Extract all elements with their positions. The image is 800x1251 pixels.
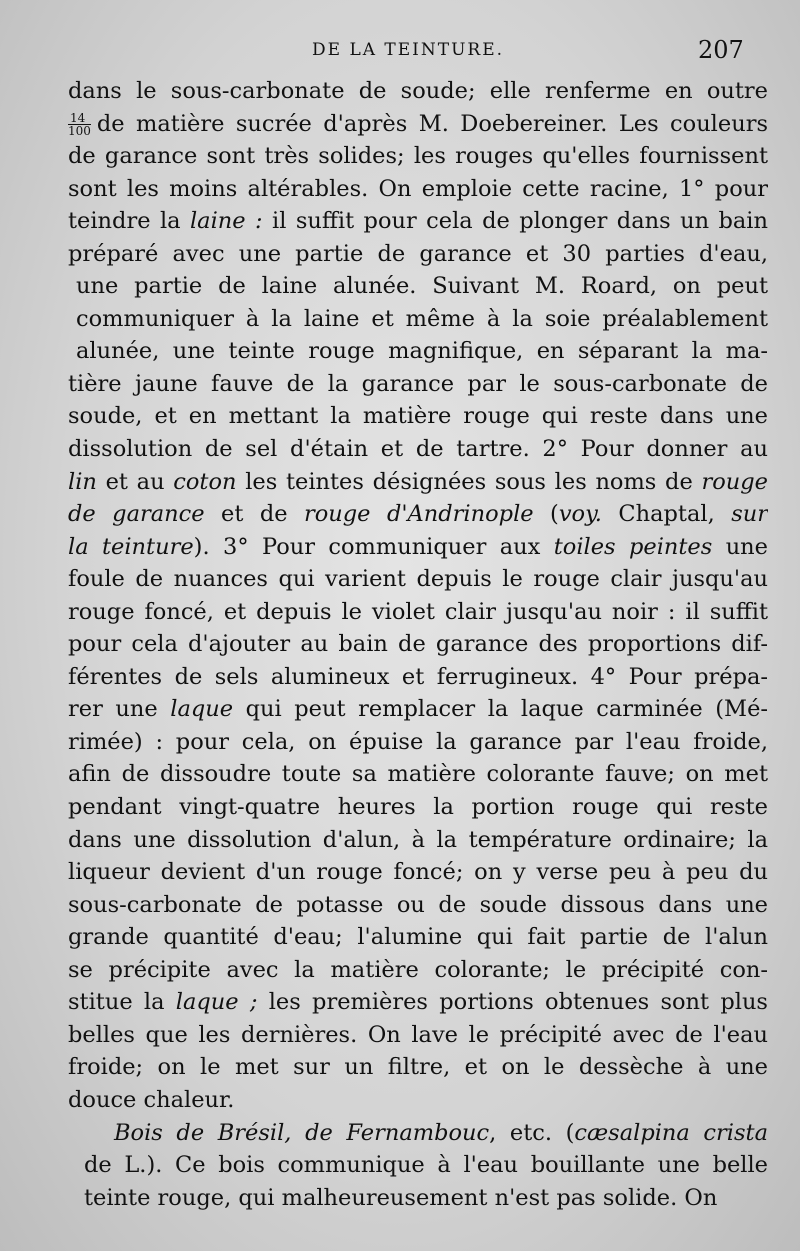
line-text: dans le sous-carbonate de soude; elle renferme en outre: [68, 78, 768, 104]
text-line: [68, 335, 768, 368]
line-text: et de: [204, 501, 304, 528]
fraction: [68, 112, 91, 137]
text-line: [68, 758, 768, 791]
italic-text: Bois de Brésil, de Fernambouc: [114, 1119, 490, 1146]
text-line: [68, 563, 768, 596]
text-line: [68, 791, 768, 824]
page-number: 207: [698, 36, 744, 64]
text-line: [68, 1149, 768, 1182]
italic-text: laque: [170, 696, 234, 723]
italic-text: coton: [173, 468, 237, 495]
text-line: [68, 1019, 768, 1052]
line-text: sont les moins altérables. On emploie cette racine, 1° pour: [68, 175, 768, 202]
line-text: communiquer à la laine et même à la soie préalablement: [76, 305, 768, 332]
line-text: soude, et en mettant la matière rouge qui reste dans une: [68, 403, 768, 430]
line-text: (: [533, 501, 559, 528]
line-text: froide; on le met sur un filtre, et on le dessèche à une: [68, 1054, 768, 1081]
line-text: se précipite avec la matière colorante; le précipité con-: [68, 956, 768, 983]
text-line: [68, 921, 768, 954]
text-line: [68, 824, 768, 857]
running-title: DE LA TEINTURE.: [312, 40, 505, 60]
line-text: tière jaune fauve de la garance par le sous-carbonate de: [68, 370, 768, 397]
line-text: stitue la: [68, 989, 176, 1016]
line-text: liqueur devient d'un rouge foncé; on y verse peu à peu du: [68, 859, 768, 886]
fraction-denominator: 100: [68, 124, 91, 139]
italic-text: laque ;: [175, 989, 258, 1016]
line-text: les premières portions obtenues sont plus: [257, 989, 768, 1016]
line-text: et au: [96, 468, 174, 495]
text-line: [68, 986, 768, 1019]
italic-text: voy.: [558, 501, 602, 528]
text-line: [68, 466, 768, 499]
text-line: [68, 726, 768, 759]
line-text: les teintes désignées sous les noms de: [236, 468, 702, 495]
line-text: teinte rouge, qui malheureusement n'est pas solide. On: [84, 1184, 718, 1211]
line-text: de L.). Ce bois communique à l'eau bouillante une belle: [84, 1152, 768, 1179]
text-line: [68, 889, 768, 922]
text-line: [68, 1051, 768, 1084]
italic-text: rouge: [701, 468, 768, 495]
line-text: belles que les dernières. On lave le précipité avec de l'eau: [68, 1021, 768, 1048]
text-line: [68, 238, 768, 271]
line-text: préparé avec une partie de garance et 30 parties d'eau,: [68, 240, 768, 267]
text-line: [68, 596, 768, 629]
text-line: [68, 693, 768, 726]
italic-text: toiles peintes: [553, 533, 713, 560]
text-line: [68, 368, 768, 401]
text-line: [68, 531, 768, 564]
line-text: sous-carbonate de potasse ou de soude dissous dans une: [68, 891, 768, 918]
line-text: dissolution de sel d'étain et de tartre. 2° Pour donner au: [68, 436, 768, 463]
italic-text: de garance: [68, 501, 205, 528]
italic-text: cæsalpina crista: [574, 1119, 768, 1146]
line-text: alunée, une teinte rouge magnifique, en séparant la ma-: [76, 338, 768, 365]
text-line: [68, 400, 768, 433]
line-text: rer une: [68, 696, 171, 723]
line-text: , etc. (: [489, 1119, 575, 1146]
text-line: [68, 205, 768, 238]
line-text: une: [712, 533, 768, 560]
line-text: de garance sont très solides; les rouges qu'elles fournissent: [68, 143, 768, 170]
italic-text: la teinture: [68, 533, 194, 560]
text-line: [68, 856, 768, 889]
italic-text: lin: [68, 468, 97, 495]
line-text: teindre la: [68, 208, 190, 235]
line-text: ). 3° Pour communiquer aux: [193, 533, 554, 560]
line-text: Chaptal,: [601, 501, 732, 528]
text-line: [68, 1182, 768, 1215]
line-text: afin de dissoudre toute sa matière colorante fauve; on met: [68, 761, 768, 788]
text-line: [68, 954, 768, 987]
text-line: [68, 140, 768, 173]
line-text: rouge foncé, et depuis le violet clair jusqu'au noir : il suffit: [68, 598, 768, 625]
line-text: dans une dissolution d'alun, à la température ordinaire; la: [68, 826, 768, 853]
line-text: de matière sucrée d'après M. Doebereiner. Les couleurs: [96, 110, 768, 137]
line-text: qui peut remplacer la laque carminée (Mé-: [233, 696, 768, 723]
line-text: foule de nuances qui varient depuis le rouge clair jusqu'au: [68, 566, 768, 593]
text-line: [68, 1084, 768, 1117]
text-line: [68, 498, 768, 531]
text-line: [68, 108, 768, 141]
line-text: pendant vingt-quatre heures la portion rouge qui reste: [68, 794, 768, 821]
text-line: [68, 433, 768, 466]
text-line: [68, 173, 768, 206]
running-head: [0, 36, 800, 66]
line-text: douce chaleur.: [68, 1086, 235, 1113]
italic-text: laine :: [189, 208, 263, 235]
italic-text: sur: [731, 501, 768, 528]
text-line: [68, 628, 768, 661]
line-text: pour cela d'ajouter au bain de garance des proportions dif-: [68, 631, 768, 658]
text-line: [68, 661, 768, 694]
line-text: une partie de laine alunée. Suivant M. Roard, on peut: [76, 273, 768, 300]
body-text: [68, 75, 768, 1214]
line-text: férentes de sels alumineux et ferrugineux. 4° Pour prépa-: [68, 663, 768, 690]
line-text: grande quantité d'eau; l'alumine qui fait partie de l'alun: [68, 924, 768, 951]
fraction-numerator: 14: [68, 112, 91, 125]
line-text: il suffit pour cela de plonger dans un bain: [262, 208, 768, 235]
line-text: rimée) : pour cela, on épuise la garance par l'eau froide,: [68, 728, 768, 755]
text-line: [68, 270, 768, 303]
text-line: [68, 303, 768, 336]
paragraph-start-line: [68, 1117, 768, 1150]
text-line: [68, 75, 768, 108]
italic-text: rouge d'Andrinople: [303, 501, 534, 528]
